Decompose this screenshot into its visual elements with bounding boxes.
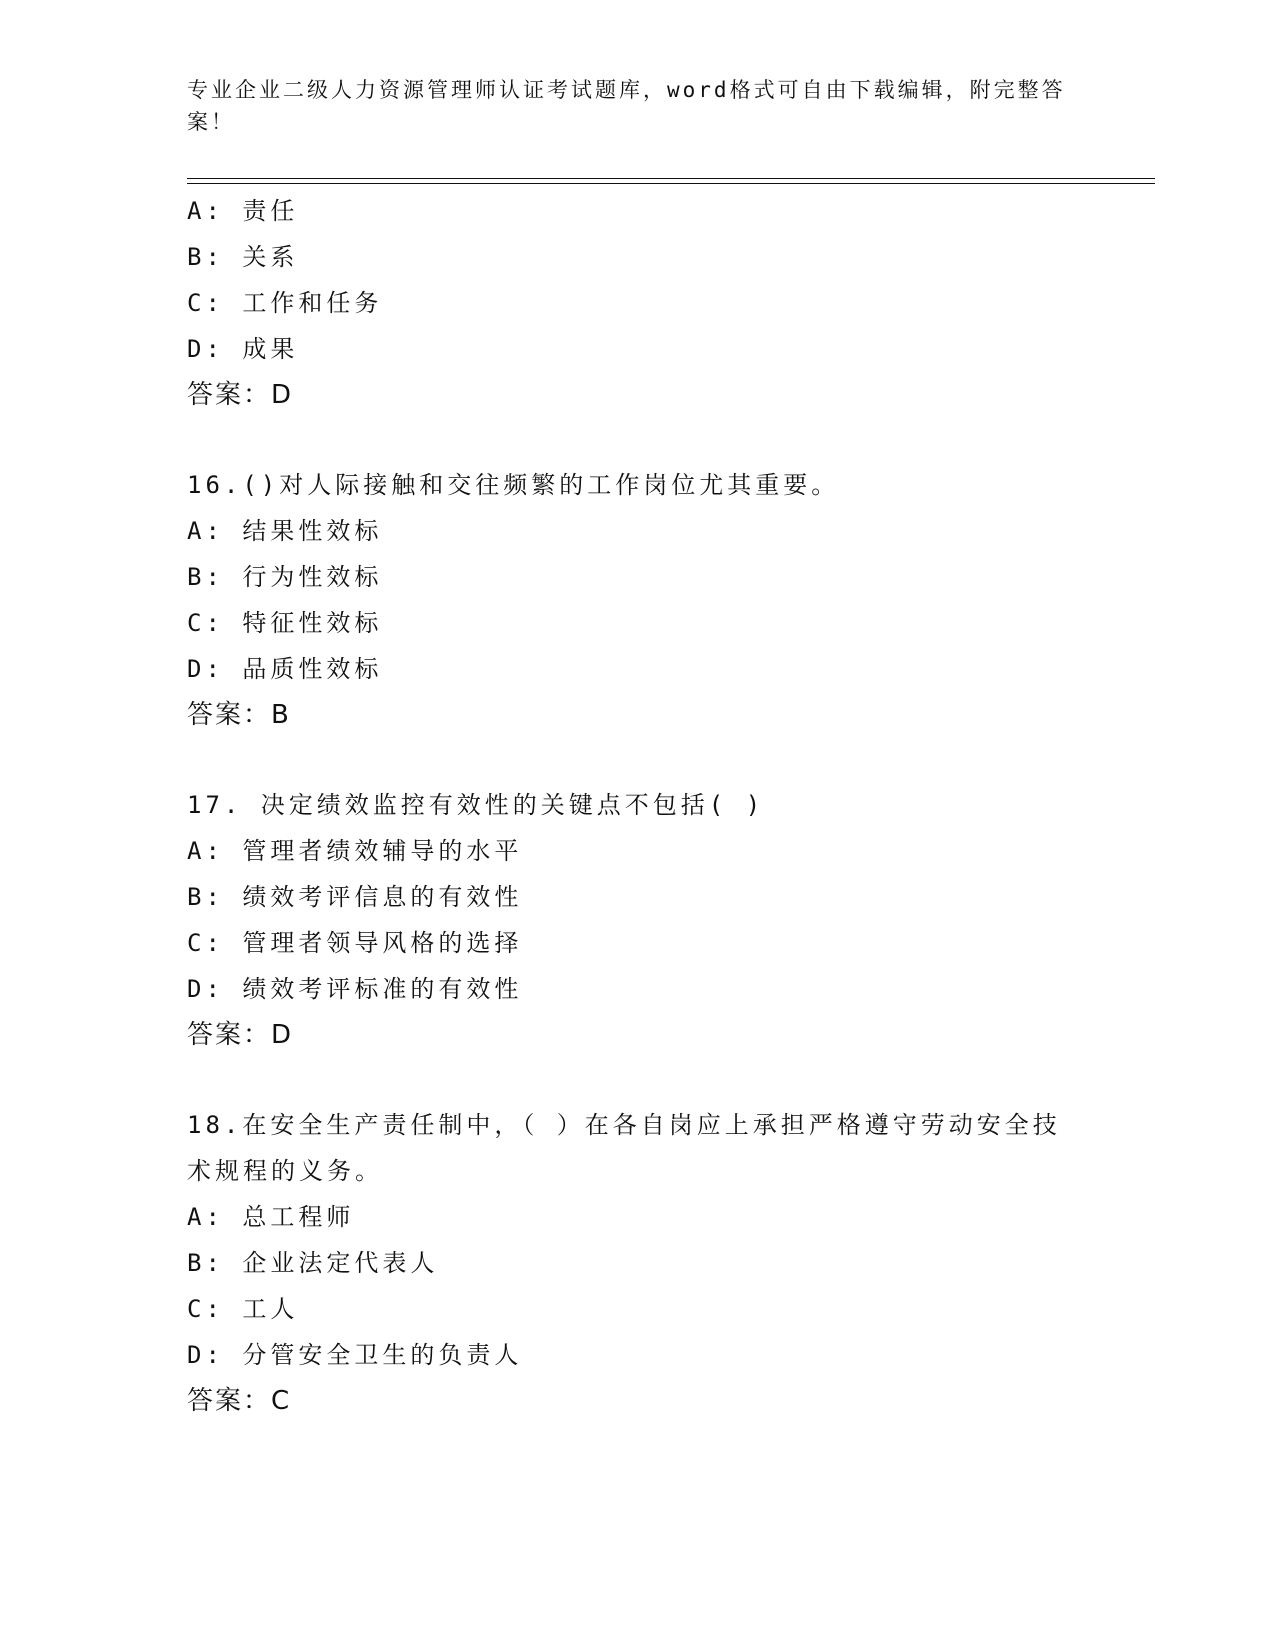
option-c: C: 特征性效标	[187, 609, 383, 637]
option-c: C: 管理者领导风格的选择	[187, 929, 523, 957]
option-d: D: 成果	[187, 335, 299, 363]
question-15	[187, 188, 1087, 418]
answer-line: 答案：B	[187, 700, 291, 730]
question-list	[187, 188, 1087, 1424]
option-b: B: 行为性效标	[187, 563, 383, 591]
question-16	[187, 462, 1087, 738]
answer-line: 答案：D	[187, 1020, 294, 1050]
option-c: C: 工作和任务	[187, 289, 383, 317]
option-c: C: 工人	[187, 1295, 299, 1323]
question-text: 18.在安全生产责任制中，（ ）在各自岗应上承担严格遵守劳动安全技术规程的义务。	[187, 1111, 1061, 1185]
option-d: D: 品质性效标	[187, 655, 383, 683]
header-rule-bottom	[187, 183, 1155, 184]
option-a: A: 总工程师	[187, 1203, 355, 1231]
option-d: D: 分管安全卫生的负责人	[187, 1341, 523, 1369]
question-18	[187, 1102, 1087, 1424]
spacer	[187, 1058, 1087, 1102]
question-17	[187, 782, 1087, 1058]
option-b: B: 企业法定代表人	[187, 1249, 439, 1277]
question-text: 16.()对人际接触和交往频繁的工作岗位尤其重要。	[187, 471, 840, 499]
header-rule-top	[187, 178, 1155, 179]
answer-line: 答案：C	[187, 1386, 292, 1416]
document-header: 专业企业二级人力资源管理师认证考试题库，word格式可自由下载编辑，附完整答案！	[187, 78, 1066, 134]
answer-line: 答案：D	[187, 380, 294, 410]
option-a: A: 管理者绩效辅导的水平	[187, 837, 523, 865]
spacer	[187, 418, 1087, 462]
option-b: B: 关系	[187, 243, 299, 271]
option-d: D: 绩效考评标准的有效性	[187, 975, 523, 1003]
option-a: A: 结果性效标	[187, 517, 383, 545]
question-text: 17. 决定绩效监控有效性的关键点不包括( )	[187, 791, 765, 819]
spacer	[187, 738, 1087, 782]
option-a: A: 责任	[187, 197, 299, 225]
option-b: B: 绩效考评信息的有效性	[187, 883, 523, 911]
